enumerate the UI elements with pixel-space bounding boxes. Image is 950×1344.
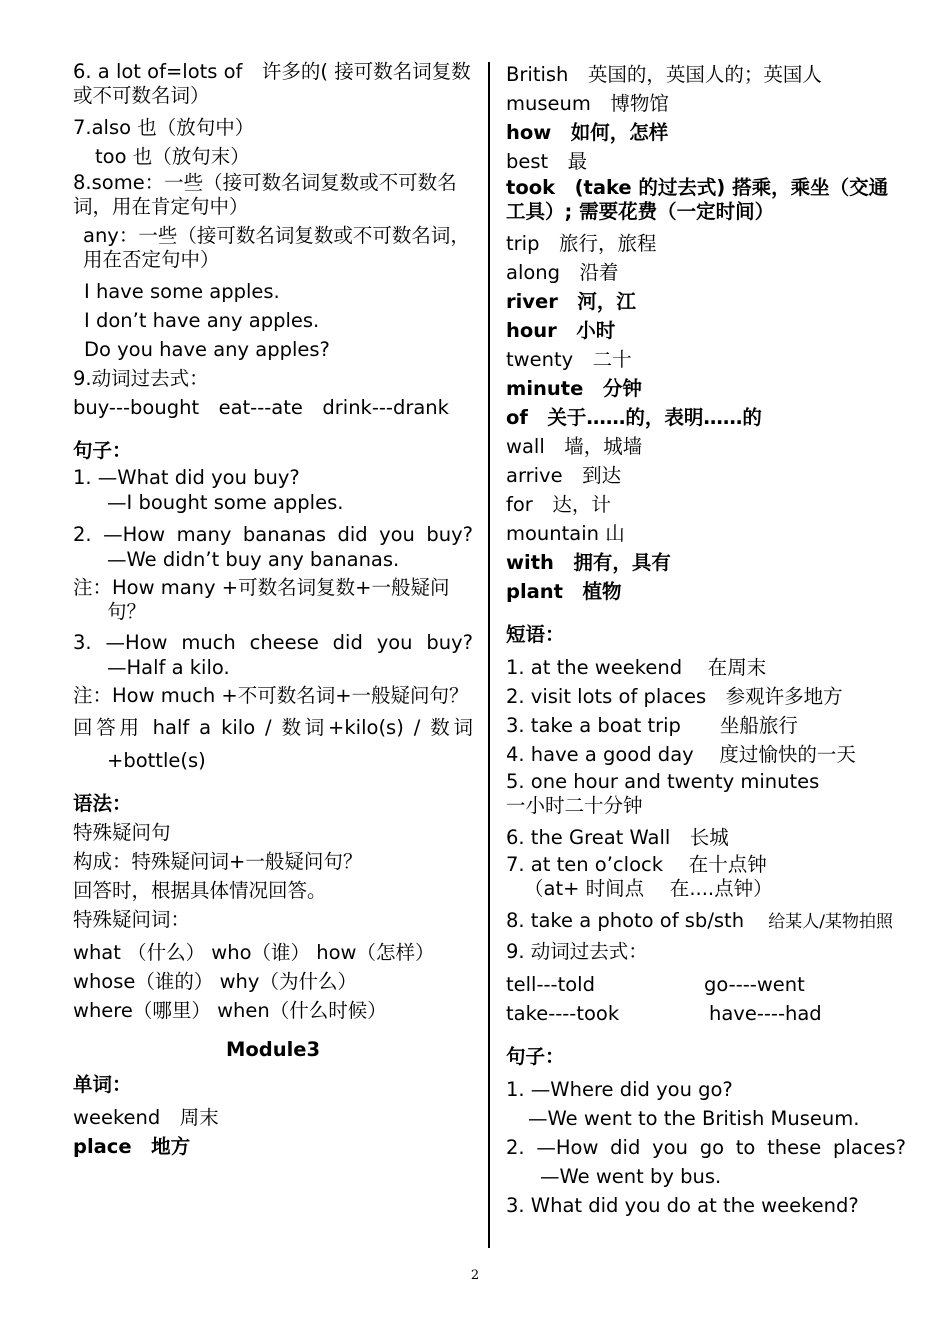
- past-tense-heading-right: 9. 动词过去式：: [506, 940, 648, 963]
- sentence-2-question: 2. —How many bananas did you buy?: [73, 523, 473, 546]
- word-wall: wall 墙，城墙: [506, 435, 643, 458]
- word-museum: museum 博物馆: [506, 92, 669, 115]
- note-how-much: 注：How much +不可数名词+一般疑问句？: [73, 684, 469, 707]
- sentences-heading-right: 句子：: [506, 1045, 565, 1068]
- word-of: of 关于……的，表明……的: [506, 406, 762, 429]
- column-divider: [488, 62, 490, 1248]
- right-sentence-3: 3. What did you do at the weekend?: [506, 1194, 859, 1217]
- phrase-5-meaning: 一小时二十分钟: [506, 794, 643, 817]
- phrase-2: 2. visit lots of places 参观许多地方: [506, 685, 843, 708]
- page-number: 2: [470, 1268, 480, 1283]
- note-too: too 也（放句末）: [95, 145, 250, 168]
- note-also: 7.also 也（放句中）: [73, 116, 255, 139]
- word-british: British 英国的，英国人的；英国人: [506, 63, 822, 86]
- phrase-6: 6. the Great Wall 长城: [506, 826, 729, 849]
- phrase-8: [506, 906, 906, 937]
- word-mountain: mountain 山: [506, 522, 625, 545]
- word-best: best 最: [506, 150, 588, 173]
- left-column: [73, 60, 473, 1161]
- note-any: any：一些（接可数名词复数或不可数名词，用在否定句中）: [83, 224, 470, 271]
- right-sentence-1-answer: —We went to the British Museum.: [528, 1107, 860, 1130]
- note-some: 8.some：一些（接可数名词复数或不可数名词，用在肯定句中）: [73, 171, 457, 218]
- note-how-many: 注：How many +可数名词复数+一般疑问句？: [73, 576, 450, 623]
- example-some: I have some apples.: [84, 280, 280, 303]
- question-words-row-3: where（哪里） when（什么时候）: [73, 999, 387, 1022]
- word-arrive: arrive 到达: [506, 464, 622, 487]
- word-minute: minute 分钟: [506, 377, 642, 400]
- question-words-row-2: whose（谁的） why（为什么）: [73, 970, 357, 993]
- past-tense-have: have----had: [709, 1002, 822, 1025]
- grammar-answer-rule: 回答时，根据具体情况回答。: [73, 879, 327, 902]
- right-column: [506, 60, 906, 1220]
- example-any-question: Do you have any apples?: [84, 338, 330, 361]
- sentence-3-question: 3. —How much cheese did you buy?: [73, 631, 473, 654]
- example-any-negative: I don’t have any apples.: [84, 309, 320, 332]
- word-hour: hour 小时: [506, 319, 616, 342]
- answer-note-line-1: 回答用 half a kilo / 数词+kilo(s) / 数词: [73, 716, 473, 739]
- word-with: with 拥有，具有: [506, 551, 671, 574]
- sentences-heading: 句子：: [73, 439, 132, 462]
- past-tense-tell: tell---told: [506, 973, 595, 996]
- sentence-1-answer: —I bought some apples.: [107, 491, 344, 514]
- word-for: for 达，计: [506, 493, 611, 516]
- word-twenty: twenty 二十: [506, 348, 632, 371]
- sentence-2-answer: —We didn’t buy any bananas.: [107, 548, 400, 571]
- word-how: how 如何，怎样: [506, 121, 669, 144]
- word-trip: trip 旅行，旅程: [506, 232, 657, 255]
- past-tense-take: take----took: [506, 1002, 620, 1025]
- word-river: river 河，江: [506, 290, 636, 313]
- phrase-1: 1. at the weekend 在周末: [506, 656, 767, 679]
- past-tense-row-1: [506, 970, 906, 999]
- phrase-3: 3. take a boat trip 坐船旅行: [506, 714, 798, 737]
- question-words-heading: 特殊疑问词：: [73, 908, 191, 931]
- question-words-row-1: what （什么） who（谁） how（怎样）: [73, 941, 435, 964]
- sentence-1-question: 1. —What did you buy?: [73, 466, 300, 489]
- right-sentence-1-question: 1. —Where did you go?: [506, 1078, 733, 1101]
- grammar-topic: 特殊疑问句: [73, 821, 171, 844]
- grammar-structure: 构成：特殊疑问词+一般疑问句？: [73, 850, 363, 873]
- note-a-lot-of: 6. a lot of=lots of 许多的( 接可数名词复数或不可数名词）: [73, 60, 471, 107]
- module-title: Module3: [225, 1038, 321, 1061]
- phrases-heading: 短语：: [506, 623, 565, 646]
- words-heading: 单词：: [73, 1073, 132, 1096]
- phrase-4: 4. have a good day 度过愉快的一天: [506, 743, 856, 766]
- past-tense-heading: 9.动词过去式：: [73, 367, 209, 390]
- phrase-8-english: 8. take a photo of sb/sth: [506, 909, 745, 932]
- word-weekend: weekend 周末: [73, 1106, 219, 1129]
- past-tense-go: go----went: [704, 973, 805, 996]
- phrase-7: 7. at ten o’clock 在十点钟: [506, 853, 767, 876]
- phrase-8-meaning: 给某人/某物拍照: [768, 912, 893, 932]
- answer-note-line-2: +bottle(s): [107, 749, 206, 772]
- right-sentence-2-answer: —We went by bus.: [540, 1165, 722, 1188]
- past-tense-list: buy---bought eat---ate drink---drank: [73, 396, 449, 419]
- past-tense-row-2: [506, 999, 906, 1028]
- word-plant: plant 植物: [506, 580, 622, 603]
- word-along: along 沿着: [506, 261, 619, 284]
- phrase-5: 5. one hour and twenty minutes: [506, 770, 820, 793]
- word-took: took (take 的过去式) 搭乘，乘坐（交通工具）; 需要花费（一定时间）: [506, 176, 889, 223]
- grammar-heading: 语法：: [73, 792, 132, 815]
- phrase-7-note: （at+ 时间点 在....点钟）: [524, 877, 773, 900]
- right-sentence-2-question: 2. —How did you go to these places?: [506, 1136, 906, 1159]
- sentence-3-answer: —Half a kilo.: [107, 656, 230, 679]
- word-place: place 地方: [73, 1135, 191, 1158]
